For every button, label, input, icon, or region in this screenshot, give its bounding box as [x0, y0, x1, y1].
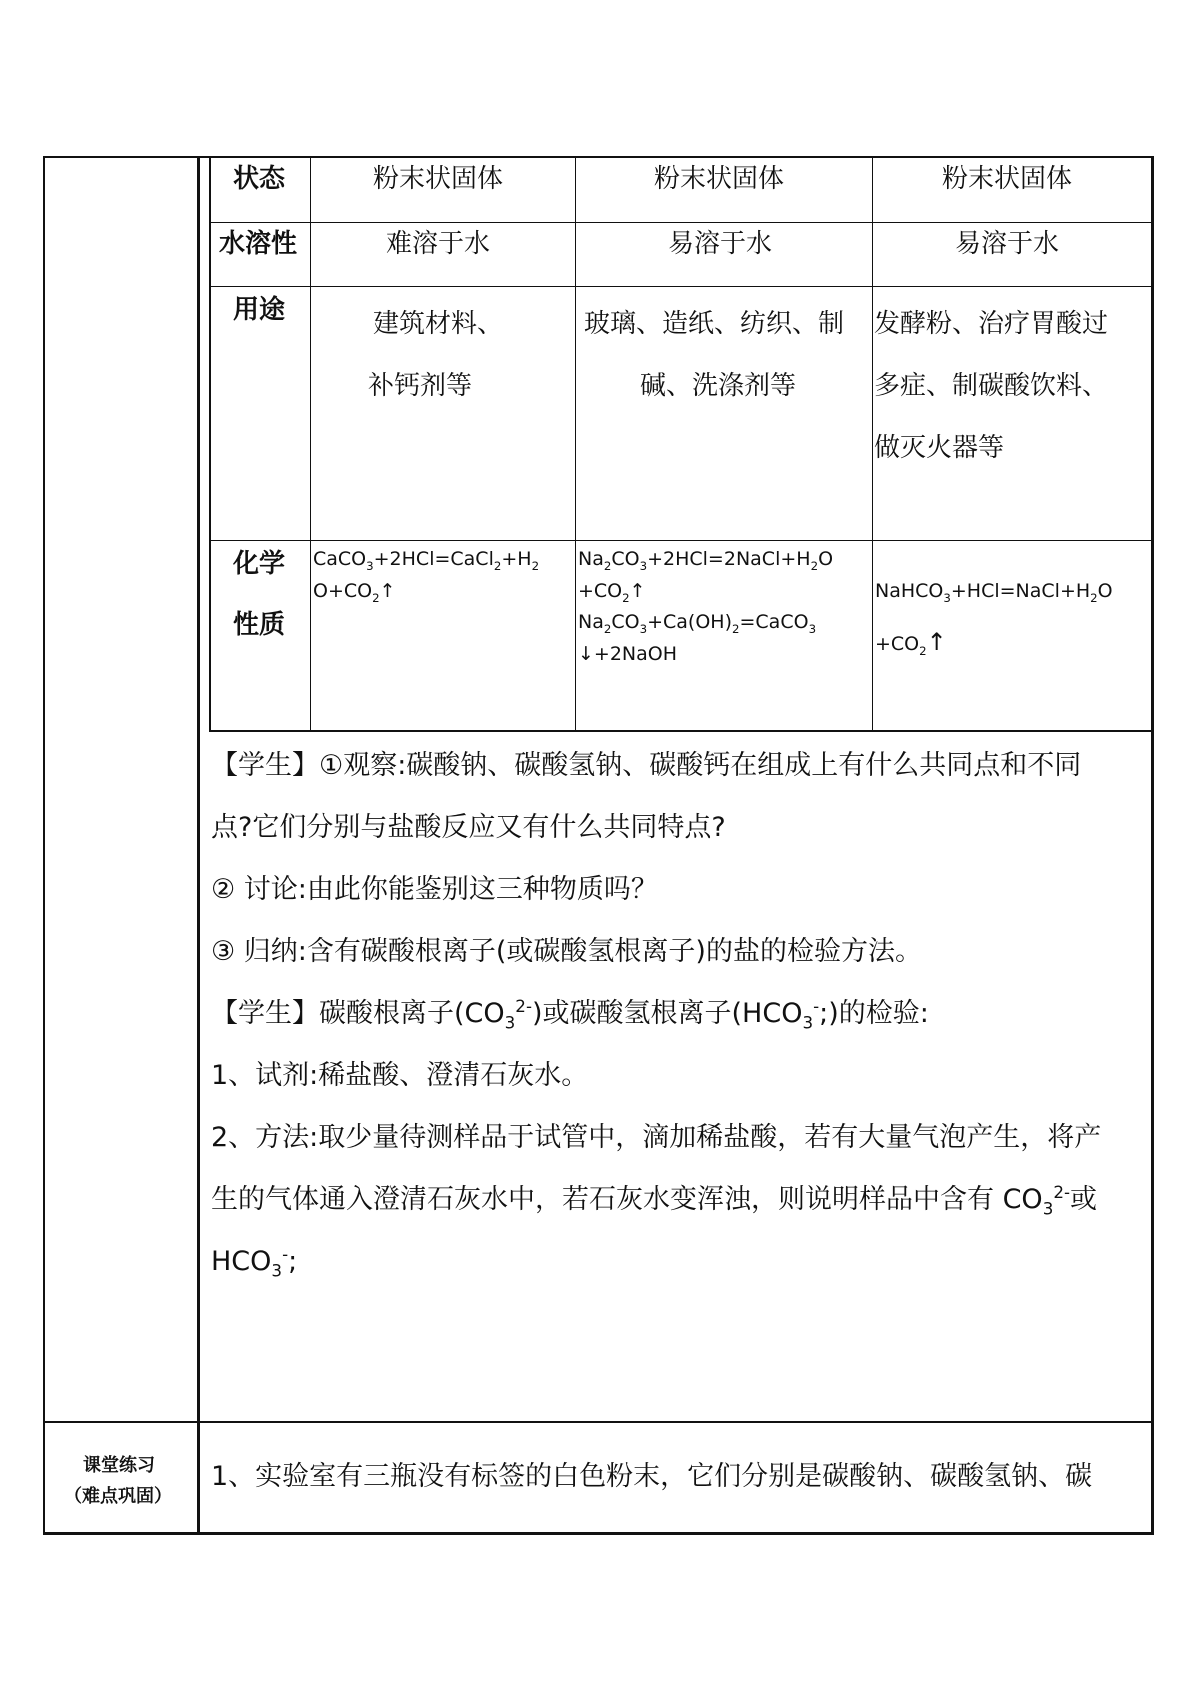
practice-row-divider	[43, 1421, 1154, 1423]
chem-na2co3-line2: $+CO_2↑$	[578, 580, 646, 605]
practice-label-line2: （难点巩固）	[64, 1486, 172, 1507]
chem-caco3-line2: $O+CO_2↑$	[313, 580, 396, 605]
inner-table-row2	[209, 286, 1154, 287]
row-label-uses: 用途	[233, 295, 286, 325]
discussion-line: ② 讨论:由此你能鉴别这三种物质吗？	[211, 874, 658, 905]
uses-nahco3-line3: 做灭火器等	[874, 433, 1005, 463]
method-line2: 生的气体通入澄清石灰水中，若石灰水变浑浊，则说明样品中含有 $CO_3^{2-}$或	[211, 1182, 1098, 1219]
solubility-nahco3: 易溶于水	[955, 229, 1060, 259]
reagent-line: 1、试剂:稀盐酸、澄清石灰水。	[211, 1060, 589, 1091]
inner-table-col3	[872, 156, 873, 732]
inner-table-row3	[209, 540, 1154, 541]
chem-nahco3-line1: $NaHCO_3+HCl=NaCl+H_2O$	[875, 580, 1113, 605]
test-heading-part3: ;)的检验:	[819, 998, 929, 1029]
chem-na2co3-line3: $Na_2CO_3+Ca(OH)_2=CaCO_3$	[578, 611, 817, 636]
practice-label-line1: 课堂练习	[83, 1455, 155, 1476]
inner-table-row1	[209, 222, 1154, 223]
solubility-caco3: 难溶于水	[386, 229, 491, 259]
state-na2co3: 粉末状固体	[654, 164, 785, 194]
uses-caco3-line1: 建筑材料、	[373, 309, 504, 339]
chem-na2co3-line4: ↓+2NaOH	[578, 643, 678, 665]
row-label-chem-line2: 性质	[233, 610, 286, 640]
uses-nahco3-line1: 发酵粉、治疗胃酸过	[874, 309, 1109, 339]
inner-table-bottom	[209, 730, 1154, 732]
test-heading-part2: )或碳酸氢根离子(HCO	[531, 998, 803, 1029]
uses-na2co3-line2: 碱、洗涤剂等	[640, 371, 797, 401]
method-line2-part2: 或	[1070, 1184, 1098, 1215]
chem-caco3-line1: $CaCO_3+2HCl=CaCl_2+H_2$	[313, 548, 540, 573]
row-label-state: 状态	[233, 164, 286, 194]
state-caco3: 粉末状固体	[373, 164, 504, 194]
outer-left-border	[43, 156, 45, 1535]
uses-na2co3-line1: 玻璃、造纸、纺织、制	[584, 309, 845, 339]
method-line3-part1: HCO	[211, 1246, 272, 1277]
uses-caco3-line2: 补钙剂等	[368, 371, 473, 401]
inner-table-left-border	[209, 156, 211, 732]
student-observe-line1: 【学生】①观察:碳酸钠、碳酸氢钠、碳酸钙在组成上有什么共同点和不同	[211, 750, 1082, 781]
row-label-chem-line1: 化学	[233, 549, 286, 579]
method-line1: 2、方法:取少量待测样品于试管中，滴加稀盐酸，若有大量气泡产生，将产	[211, 1122, 1102, 1153]
solubility-na2co3: 易溶于水	[668, 229, 773, 259]
method-line3-part2: ;	[288, 1246, 298, 1277]
student-test-heading: 【学生】碳酸根离子$(CO_3^{2-})$或碳酸氢根离子$(HCO_3^-;)$的检验:	[211, 996, 929, 1033]
row-label-solubility: 水溶性	[219, 229, 298, 259]
inner-table-col1	[310, 156, 311, 732]
uses-nahco3-line2: 多症、制碳酸饮料、	[874, 371, 1109, 401]
inner-table-col2	[575, 156, 576, 732]
summary-line: ③ 归纳:含有碳酸根离子(或碳酸氢根离子)的盐的检验方法。	[211, 936, 922, 967]
side-column-divider	[197, 156, 200, 1535]
chem-na2co3-line1: $Na_2CO_3+2HCl=2NaCl+H_2O$	[578, 548, 834, 573]
practice-question-1: 1、实验室有三瓶没有标签的白色粉末，它们分别是碳酸钠、碳酸氢钠、碳	[211, 1461, 1093, 1492]
method-line2-part1: 生的气体通入澄清石灰水中，若石灰水变浑浊，则说明样品中含有 CO	[211, 1184, 1043, 1215]
method-line3: $HCO_3^-$;	[211, 1244, 298, 1281]
outer-bottom-border	[43, 1532, 1154, 1535]
outer-right-border	[1151, 156, 1154, 1535]
state-nahco3: 粉末状固体	[942, 164, 1073, 194]
test-heading-part1: 【学生】碳酸根离子(CO	[211, 998, 505, 1029]
chem-nahco3-line2: $+CO_2↑$	[875, 628, 947, 658]
student-observe-line2: 点?它们分别与盐酸反应又有什么共同特点?	[211, 812, 726, 843]
